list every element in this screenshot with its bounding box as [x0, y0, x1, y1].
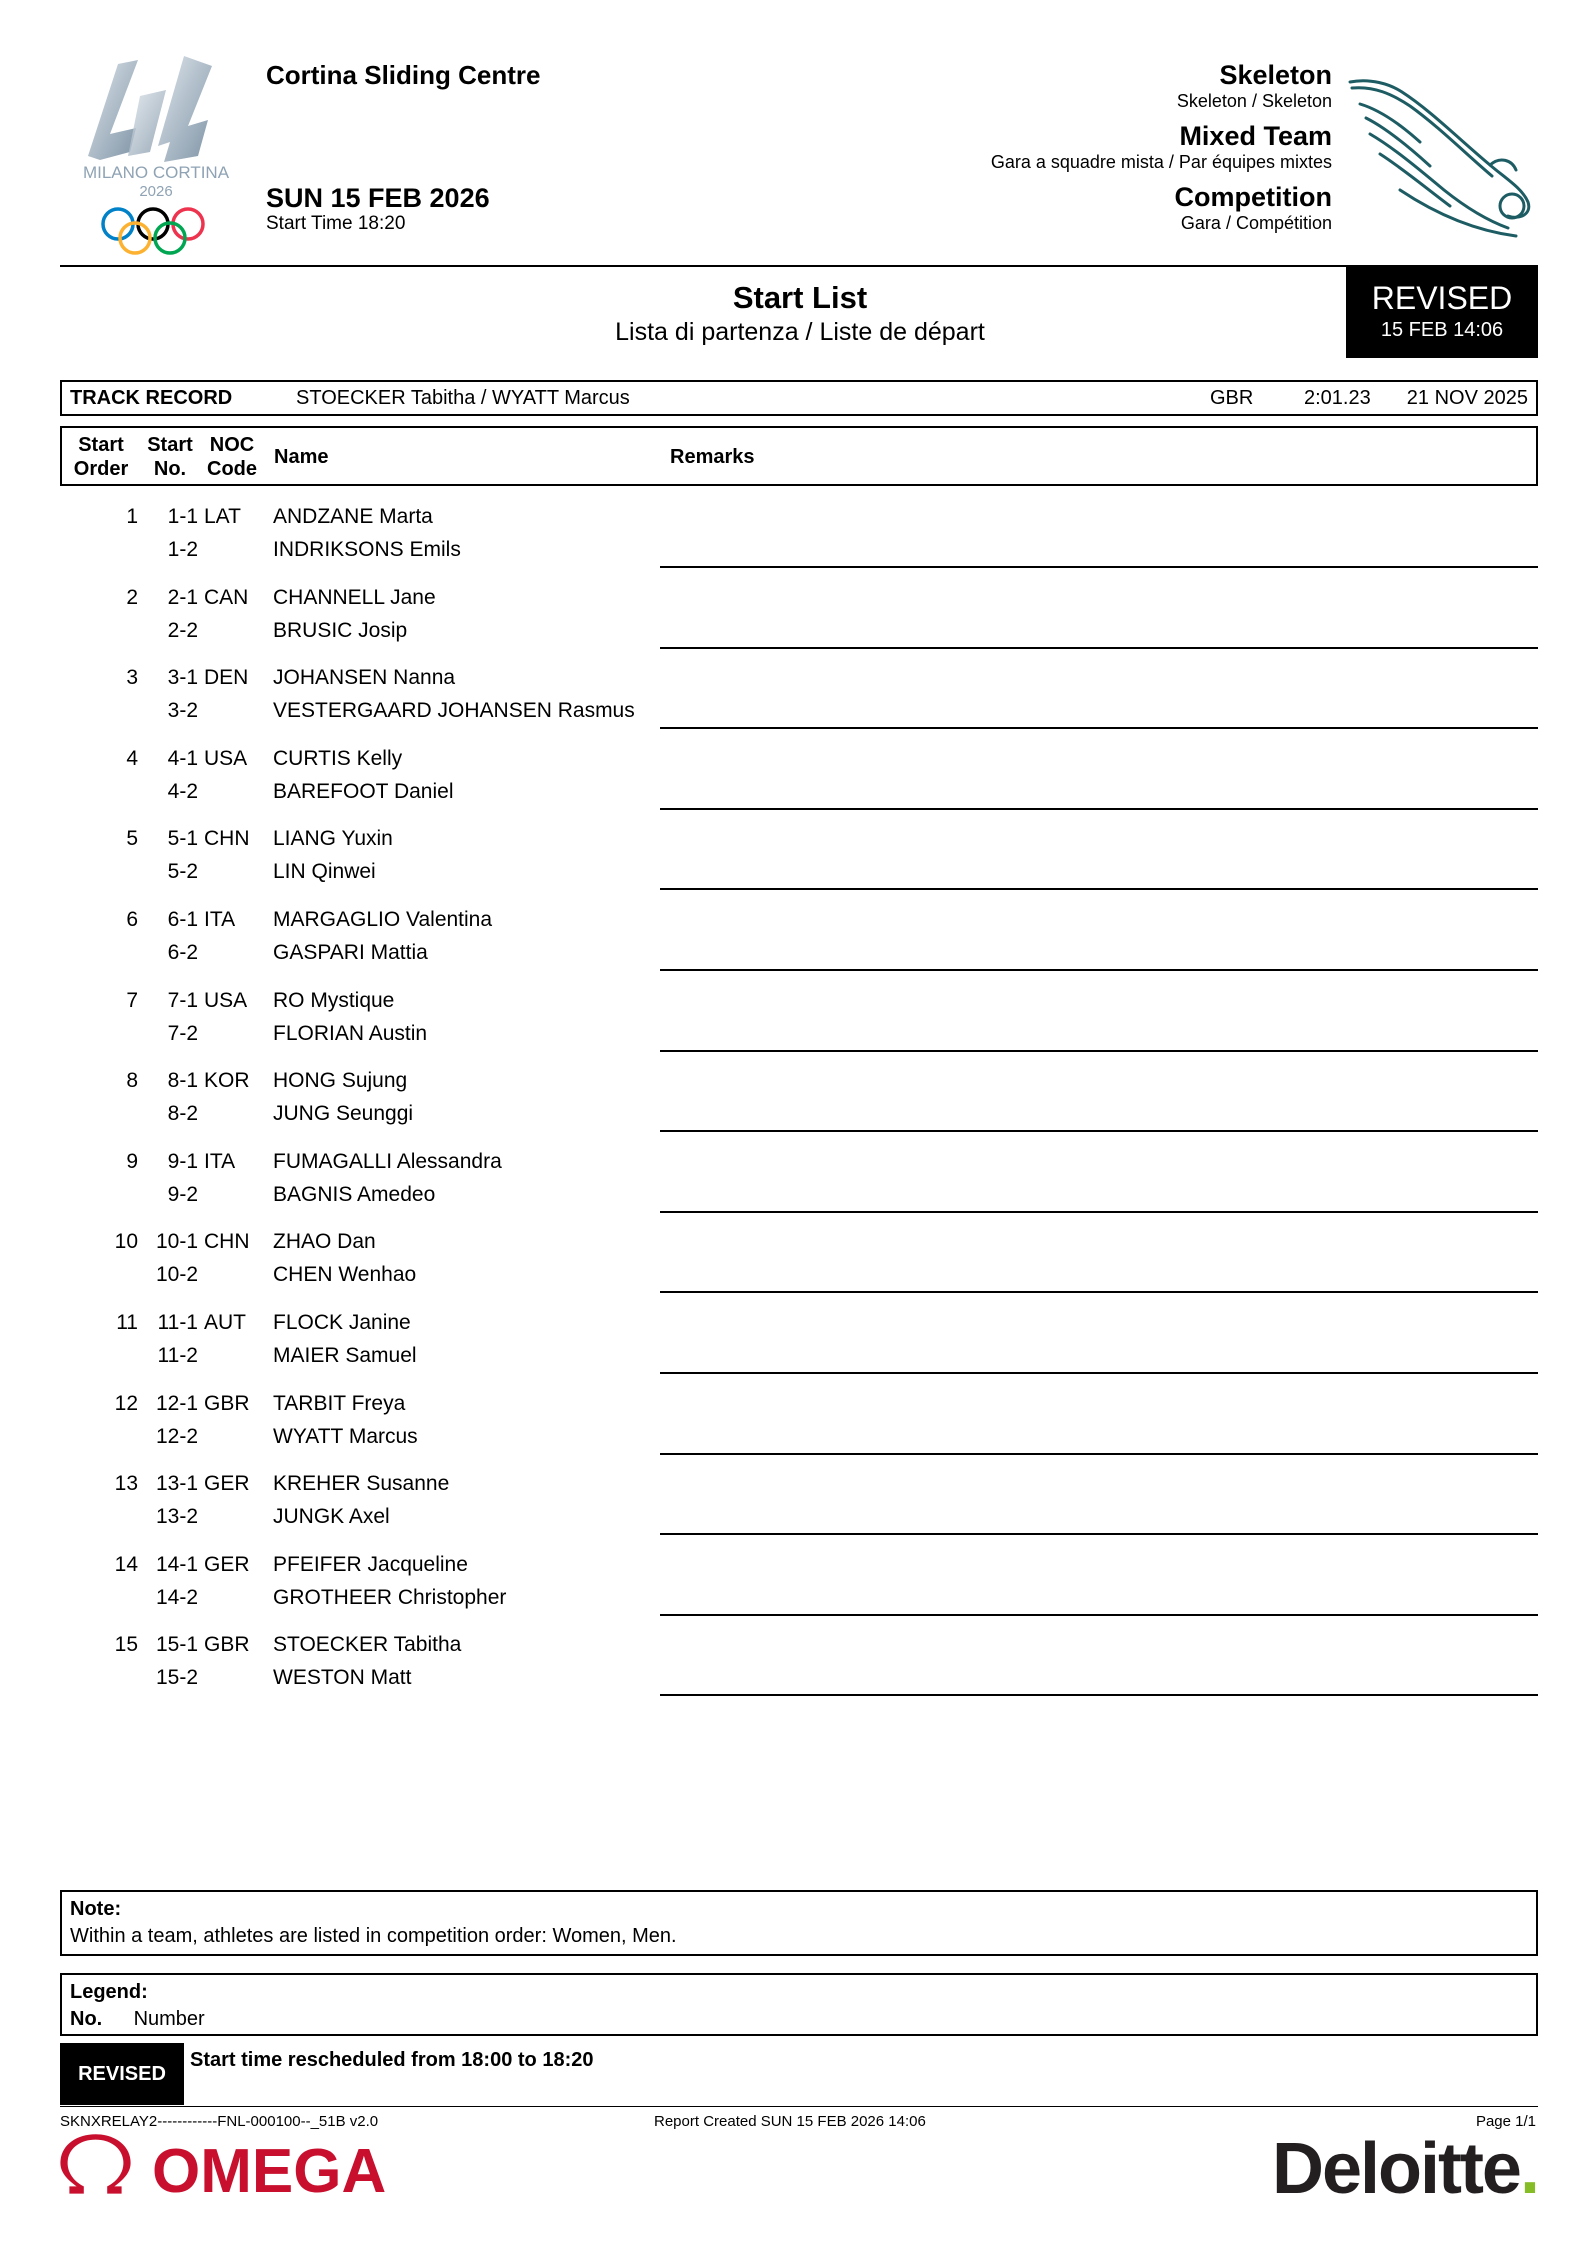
start-no-second: 13-2	[155, 1505, 198, 1529]
athlete-second: WESTON Matt	[273, 1666, 412, 1690]
col-noc	[202, 433, 262, 481]
table-row	[60, 1306, 1538, 1387]
note-text: Within a team, athletes are listed in competition order: Women, Men.	[70, 1925, 677, 1947]
start-no-first: 11-1	[157, 1310, 198, 1334]
start-order: 10	[114, 1230, 138, 1254]
logo-text: MILANO CORTINA	[82, 163, 230, 182]
start-order: 15	[114, 1633, 138, 1657]
remarks-line	[660, 1614, 1538, 1616]
track-record-names: STOECKER Tabitha / WYATT Marcus	[296, 387, 630, 409]
table-row	[60, 1064, 1538, 1145]
remarks-line	[660, 888, 1538, 890]
col-name: Name	[274, 446, 329, 468]
start-no-first: 5-1	[167, 827, 198, 851]
legend-box	[60, 1973, 1538, 2036]
noc-code: CHN	[204, 1230, 250, 1254]
note-label: Note:	[70, 1898, 122, 1920]
table-row	[60, 500, 1538, 581]
remarks-line	[660, 1211, 1538, 1213]
omega-logo	[60, 2132, 410, 2202]
page-title: Start List	[732, 280, 868, 315]
start-no-first: 3-1	[167, 666, 198, 690]
omega-wordmark: OMEGA	[152, 2137, 387, 2202]
athlete-first: TARBIT Freya	[273, 1391, 406, 1415]
start-no-first: 13-1	[155, 1472, 198, 1496]
remarks-line	[660, 1050, 1538, 1052]
athlete-first: CURTIS Kelly	[273, 746, 403, 770]
revised-badge	[1346, 266, 1538, 358]
col-start-order-line2: Order	[73, 458, 129, 480]
remarks-line	[660, 808, 1538, 810]
track-record-row	[60, 380, 1538, 416]
start-no-second: 15-2	[155, 1666, 198, 1690]
track-record-noc: GBR	[1210, 387, 1254, 409]
athlete-second: INDRIKSONS Emils	[273, 538, 461, 561]
page-subtitle: Lista di partenza / Liste de départ	[615, 318, 985, 346]
athlete-second: BAGNIS Amedeo	[273, 1182, 436, 1206]
table-row	[60, 661, 1538, 742]
start-order: 12	[114, 1391, 138, 1415]
start-order: 7	[126, 988, 138, 1012]
start-order: 5	[126, 827, 138, 851]
col-start-no-line1: Start	[147, 434, 193, 456]
revision-tag: REVISED	[60, 2043, 184, 2105]
footer-divider	[60, 2106, 1538, 2107]
athlete-second: CHEN Wenhao	[273, 1263, 417, 1287]
table-row	[60, 581, 1538, 662]
start-order: 3	[126, 666, 138, 690]
legend-value: Number	[133, 2008, 205, 2030]
event-title: Mixed Team	[1179, 121, 1332, 151]
athlete-first: FUMAGALLI Alessandra	[273, 1149, 502, 1173]
note-box	[60, 1890, 1538, 1956]
remarks-line	[660, 1372, 1538, 1374]
start-no-second: 7-2	[167, 1021, 198, 1045]
phase-block	[1175, 182, 1332, 234]
col-start-order	[72, 433, 130, 481]
event-date: SUN 15 FEB 2026	[266, 183, 490, 213]
venue-name: Cortina Sliding Centre	[266, 60, 541, 90]
start-no-second: 5-2	[167, 860, 198, 884]
logo-year: 2026	[139, 183, 173, 200]
noc-code: CAN	[204, 585, 249, 609]
table-row	[60, 1548, 1538, 1629]
table-row	[60, 822, 1538, 903]
col-start-order-line1: Start	[78, 434, 124, 456]
col-noc-line2: Code	[207, 458, 257, 480]
remarks-line	[660, 566, 1538, 568]
athlete-second: MAIER Samuel	[273, 1343, 417, 1367]
start-order: 4	[126, 746, 138, 770]
athlete-first: ZHAO Dan	[273, 1230, 376, 1254]
remarks-line	[660, 1694, 1538, 1696]
remarks-line	[660, 1130, 1538, 1132]
athlete-first: FLOCK Janine	[273, 1310, 411, 1334]
start-no-second: 2-2	[167, 618, 198, 642]
omega-symbol-icon	[60, 2134, 130, 2193]
page-number: Page 1/1	[1475, 2113, 1536, 2130]
phase-title: Competition	[1174, 182, 1332, 212]
start-no-second: 1-2	[167, 538, 198, 561]
track-record-time: 2:01.23	[1304, 387, 1371, 409]
skeleton-pictogram-icon	[1340, 70, 1540, 240]
athlete-second: BRUSIC Josip	[273, 618, 408, 642]
athlete-second: JUNG Seunggi	[273, 1102, 414, 1126]
col-remarks: Remarks	[670, 446, 755, 468]
track-record-date: 21 NOV 2025	[1406, 387, 1528, 409]
start-no-second: 9-2	[167, 1182, 198, 1206]
noc-code: USA	[204, 746, 248, 770]
start-order: 14	[114, 1552, 138, 1576]
noc-code: GER	[204, 1552, 250, 1576]
start-no-second: 6-2	[167, 940, 198, 964]
athlete-first: ANDZANE Marta	[273, 505, 433, 528]
athlete-second: VESTERGAARD JOHANSEN Rasmus	[273, 699, 635, 723]
noc-code: DEN	[204, 666, 249, 690]
track-record-label: TRACK RECORD	[70, 387, 233, 409]
noc-code: ITA	[204, 1149, 236, 1173]
start-no-second: 8-2	[167, 1102, 198, 1126]
noc-code: CHN	[204, 827, 250, 851]
table-row	[60, 1467, 1538, 1548]
start-time: Start Time 18:20	[266, 213, 406, 234]
start-order: 8	[126, 1069, 138, 1093]
olympic-rings-icon	[103, 209, 203, 253]
athlete-first: CHANNELL Jane	[273, 585, 436, 609]
start-no-second: 14-2	[155, 1585, 198, 1609]
start-no-first: 9-1	[167, 1149, 198, 1173]
table-row	[60, 742, 1538, 823]
athlete-first: RO Mystique	[273, 988, 395, 1012]
athlete-first: LIANG Yuxin	[273, 827, 393, 851]
athlete-second: JUNGK Axel	[273, 1505, 390, 1529]
col-noc-line1: NOC	[209, 434, 255, 456]
phase-subtitle: Gara / Compétition	[1180, 213, 1332, 233]
legend-label: Legend:	[70, 1981, 148, 2003]
col-start-no	[142, 433, 198, 481]
header-divider	[60, 265, 1538, 267]
noc-code: KOR	[204, 1069, 250, 1093]
athlete-first: STOECKER Tabitha	[273, 1633, 462, 1657]
start-no-first: 12-1	[155, 1391, 198, 1415]
start-no-second: 11-2	[157, 1343, 198, 1367]
logo-mark-icon	[88, 56, 212, 162]
start-no-second: 12-2	[155, 1424, 198, 1448]
athlete-second: GASPARI Mattia	[273, 940, 428, 964]
start-no-first: 1-1	[167, 505, 198, 528]
start-order: 9	[126, 1149, 138, 1173]
athlete-first: JOHANSEN Nanna	[273, 666, 456, 690]
start-no-second: 10-2	[155, 1263, 198, 1287]
start-no-first: 8-1	[167, 1069, 198, 1093]
table-row	[60, 1628, 1538, 1709]
athlete-first: PFEIFER Jacqueline	[273, 1552, 468, 1576]
start-no-first: 2-1	[167, 585, 198, 609]
table-header	[60, 426, 1538, 486]
table-row	[60, 1145, 1538, 1226]
start-order: 2	[126, 585, 138, 609]
remarks-line	[660, 1453, 1538, 1455]
event-subtitle: Gara a squadre mista / Par équipes mixtes	[990, 152, 1332, 172]
noc-code: AUT	[204, 1310, 246, 1334]
legend-key: No.	[70, 2008, 103, 2030]
athlete-second: FLORIAN Austin	[273, 1021, 428, 1045]
noc-code: ITA	[204, 907, 236, 931]
event-block	[991, 121, 1332, 173]
start-order: 6	[126, 907, 138, 931]
start-order: 1	[126, 505, 138, 528]
start-no-second: 4-2	[167, 779, 198, 803]
noc-code: LAT	[204, 505, 241, 528]
noc-code: GBR	[204, 1633, 250, 1657]
start-order: 13	[114, 1472, 138, 1496]
sport-block	[1177, 60, 1332, 112]
deloitte-logo	[1272, 2128, 1538, 2210]
remarks-line	[660, 647, 1538, 649]
athlete-second: WYATT Marcus	[273, 1424, 418, 1448]
table-row	[60, 984, 1538, 1065]
athlete-first: KREHER Susanne	[273, 1472, 450, 1496]
athlete-first: MARGAGLIO Valentina	[273, 907, 493, 931]
revised-badge-label: REVISED	[1371, 280, 1513, 316]
start-list-table	[60, 500, 1538, 1709]
table-row	[60, 1387, 1538, 1468]
start-no-first: 14-1	[155, 1552, 198, 1576]
milano-cortina-logo	[66, 56, 246, 256]
noc-code: GER	[204, 1472, 250, 1496]
table-row	[60, 903, 1538, 984]
revised-badge-datetime: 15 FEB 14:06	[1380, 319, 1504, 341]
remarks-line	[660, 727, 1538, 729]
remarks-line	[660, 1291, 1538, 1293]
deloitte-dot: .	[1519, 2129, 1538, 2209]
start-no-first: 4-1	[167, 746, 198, 770]
start-no-first: 7-1	[167, 988, 198, 1012]
athlete-second: BAREFOOT Daniel	[273, 779, 454, 803]
start-order: 11	[116, 1310, 138, 1334]
athlete-first: HONG Sujung	[273, 1069, 408, 1093]
report-code: SKNXRELAY2------------FNL-000100--_51B v2.0	[60, 2113, 379, 2130]
sport-title: Skeleton	[1219, 60, 1332, 90]
table-row	[60, 1225, 1538, 1306]
revision-text: Start time rescheduled from 18:00 to 18:20	[190, 2049, 594, 2071]
remarks-line	[660, 1533, 1538, 1535]
sport-subtitle: Skeleton / Skeleton	[1176, 91, 1332, 111]
start-no-second: 3-2	[167, 699, 198, 723]
col-start-no-line2: No.	[153, 458, 187, 480]
noc-code: USA	[204, 988, 248, 1012]
athlete-second: GROTHEER Christopher	[273, 1585, 507, 1609]
start-no-first: 15-1	[155, 1633, 198, 1657]
noc-code: GBR	[204, 1391, 250, 1415]
start-no-first: 10-1	[155, 1230, 198, 1254]
report-created: Report Created SUN 15 FEB 2026 14:06	[654, 2113, 926, 2130]
start-no-first: 6-1	[167, 907, 198, 931]
deloitte-wordmark: Deloitte	[1271, 2129, 1520, 2209]
athlete-second: LIN Qinwei	[273, 860, 376, 884]
remarks-line	[660, 969, 1538, 971]
